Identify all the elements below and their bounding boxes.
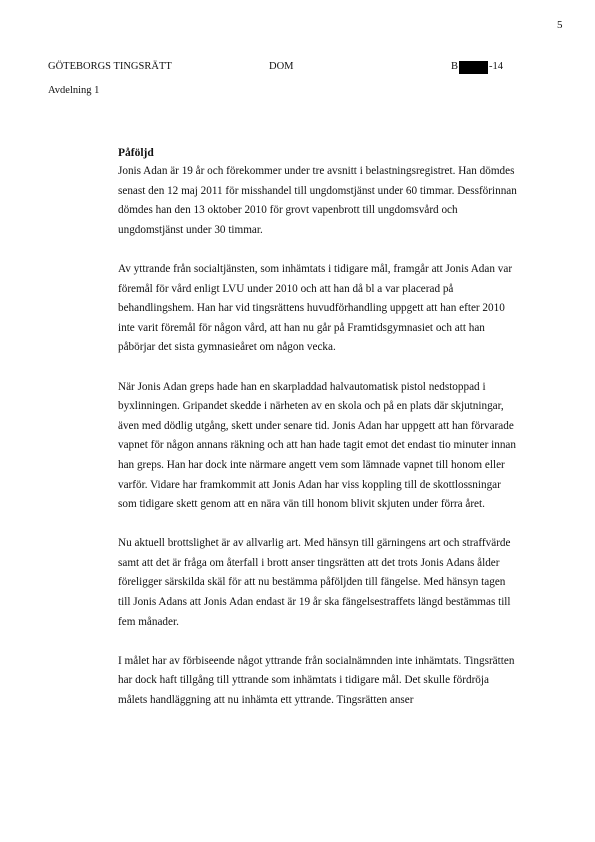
court-name: GÖTEBORGS TINGSRÄTT	[48, 61, 172, 72]
redaction-bar	[459, 61, 488, 74]
case-number-prefix: B	[451, 61, 459, 72]
case-number-suffix: -14	[489, 61, 504, 72]
paragraph-statement: I målet har av förbiseende något yttrande från socialnämnden inte inhämtats. Tingsrätten har dock haft tillgång till yttrande som inhämtats i tidigare mål. Det skulle fördröja målets handläggning att nu inhämta ett yttrande. Tingsrätten anser	[118, 654, 515, 707]
page-number: 5	[557, 19, 563, 31]
body-text	[118, 162, 520, 730]
section-heading: Påföljd	[118, 147, 154, 159]
document-type: DOM	[269, 61, 294, 72]
paragraph-social-services: Av yttrande från socialtjänsten, som inhämtats i tidigare mål, framgår att Jonis Adan var föremål för vård enligt LVU under 2010 och att han då bl a var placerad på behandlingshem. Han har vid tingsrättens huvudförhandling uppgett att han efter 2010 inte varit föremål för någon vård, att han nu går på Framtidsgymnasiet och att han påbörjar det sista gymnasieåret om någon vecka.	[118, 262, 513, 354]
paragraph-arrest: När Jonis Adan greps hade han en skarpladdad halvautomatisk pistol nedstoppad i byxlinningen. Gripandet skedde i närheten av en skola och på en plats där skjutningar, även med dödlig utgång, skett under senare tid. Jonis Adan har uppgett att han förvarade vapnet för någon annans räkning och att han hade tagit emot det endast tio minuter innan han greps. Han har dock inte närmare angett vem som lämnade vapnet till honom eller varför. Vidare har framkommit att Jonis Adan har viss koppling till de skottlossningar som tidigare skett genom att en nära vän till honom blivit skjuten under förra året.	[118, 380, 516, 511]
division-label: Avdelning 1	[48, 85, 100, 96]
paragraph-sentencing: Nu aktuell brottslighet är av allvarlig art. Med hänsyn till gärningens art och straffvärde samt att det är fråga om återfall i brott anser tingsrätten att det trots Jonis Adans ålder föreligger särskilda skäl för att nu bestämma påföljden till fängelse. Med hänsyn tagen till Jonis Adans att Jonis Adan endast är 19 år ska fängelsestraffets längd bestämmas till fem månader.	[118, 537, 511, 628]
case-number	[451, 61, 503, 74]
paragraph-criminal-record: Jonis Adan är 19 år och förekommer under tre avsnitt i belastningsregistret. Han dömdes senast den 12 maj 2011 för misshandel till ungdomstjänst under 60 timmar. Dessförinnan dömdes han den 13 oktober 2010 för grovt vapenbrott till ungdomsvård och ungdomstjänst under 30 timmar.	[118, 165, 517, 236]
